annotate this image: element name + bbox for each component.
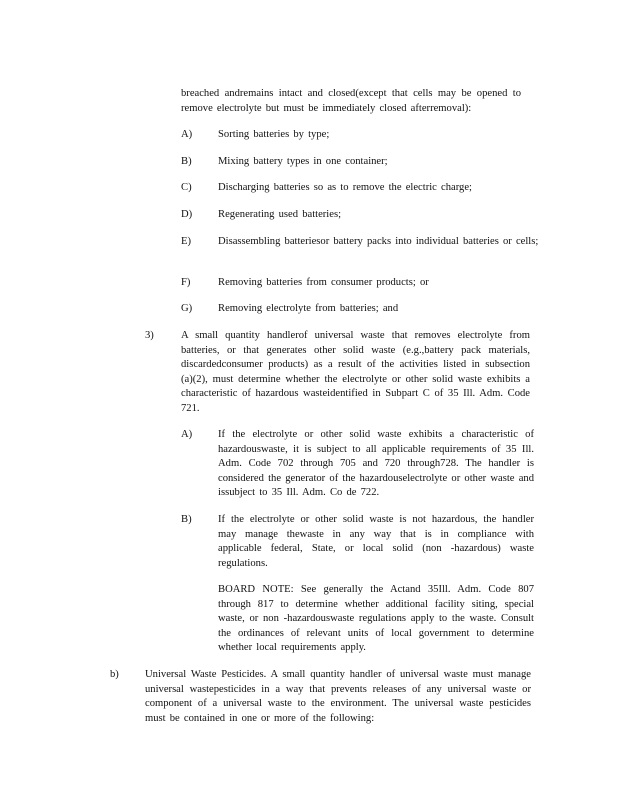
item-3-paragraph: A small quantity handlerof universal waste that removes electrolyte from batteries, or that generates other solid waste (e.g.,battery pack materials, discardedconsumer products) as a result of the activities listed in subsection (a)(2), must determine whether the electrolyte or other solid waste exhibits a characteristic of hazardous wasteidentified in Subpart C of 35 Ill. Adm. Code 721. (181, 330, 530, 414)
list-2-label-f: F) (181, 277, 191, 288)
list-2-item-f: Removing batteries from consumer products; or (218, 277, 429, 288)
list-2-item-d: Regenerating used batteries; (218, 209, 342, 220)
list-2-label-d: D) (181, 209, 193, 220)
item-b-label: b) (110, 669, 119, 680)
item-b-paragraph: Universal Waste Pesticides. A small quantity handler of universal waste must manage universal wastepesticides in a way that prevents releases of any universal waste or component of a universal waste to the environment. The universal waste pesticides must be contained in one or more of the following: (145, 669, 531, 724)
board-note: BOARD NOTE: See generally the Actand 35Ill. Adm. Code 807 through 817 to determine whether additional facility siting, special waste, or non -hazardouswaste regulations apply to the waste. Consult the ordinances of relevant units of local government to determine whether local requirements apply. (218, 584, 534, 654)
list-2-label-g: G) (181, 303, 193, 314)
list-3-item-a: If the electrolyte or other solid waste exhibits a characteristic of hazardouswaste, it is subject to all applicable requirements of 35 Ill. Adm. Code 702 through 705 and 720 through728. The handler is considered the generator of the hazardouselectrolyte or other waste and issubject to 35 Ill. Adm. Co de 722. (218, 429, 534, 499)
list-2-label-e: E) (181, 236, 191, 247)
list-2-item-c: Discharging batteries so as to remove the electric charge; (218, 182, 472, 193)
list-2-item-e: Disassembling batteriesor battery packs into individual batteries or cells; (218, 236, 539, 247)
list-3-label-b: B) (181, 514, 192, 525)
list-2-item-b: Mixing battery types in one container; (218, 156, 388, 167)
list-2-label-c: C) (181, 182, 192, 193)
list-2-item-g: Removing electrolyte from batteries; and (218, 303, 399, 314)
item-3-label: 3) (145, 330, 154, 341)
list-3-item-b: If the electrolyte or other solid waste is not hazardous, the handler may manage thewaste in any way that is in compliance with applicable federal, State, or local solid (non -hazardous) waste regulations. (218, 514, 534, 569)
list-2-label-b: B) (181, 156, 192, 167)
list-3-label-a: A) (181, 429, 193, 440)
list-2-item-a: Sorting batteries by type; (218, 129, 330, 140)
intro-paragraph: breached andremains intact and closed(except that cells may be opened to remove electrolyte but must be immediately closed afterremoval): (181, 88, 521, 114)
list-2-label-a: A) (181, 129, 193, 140)
